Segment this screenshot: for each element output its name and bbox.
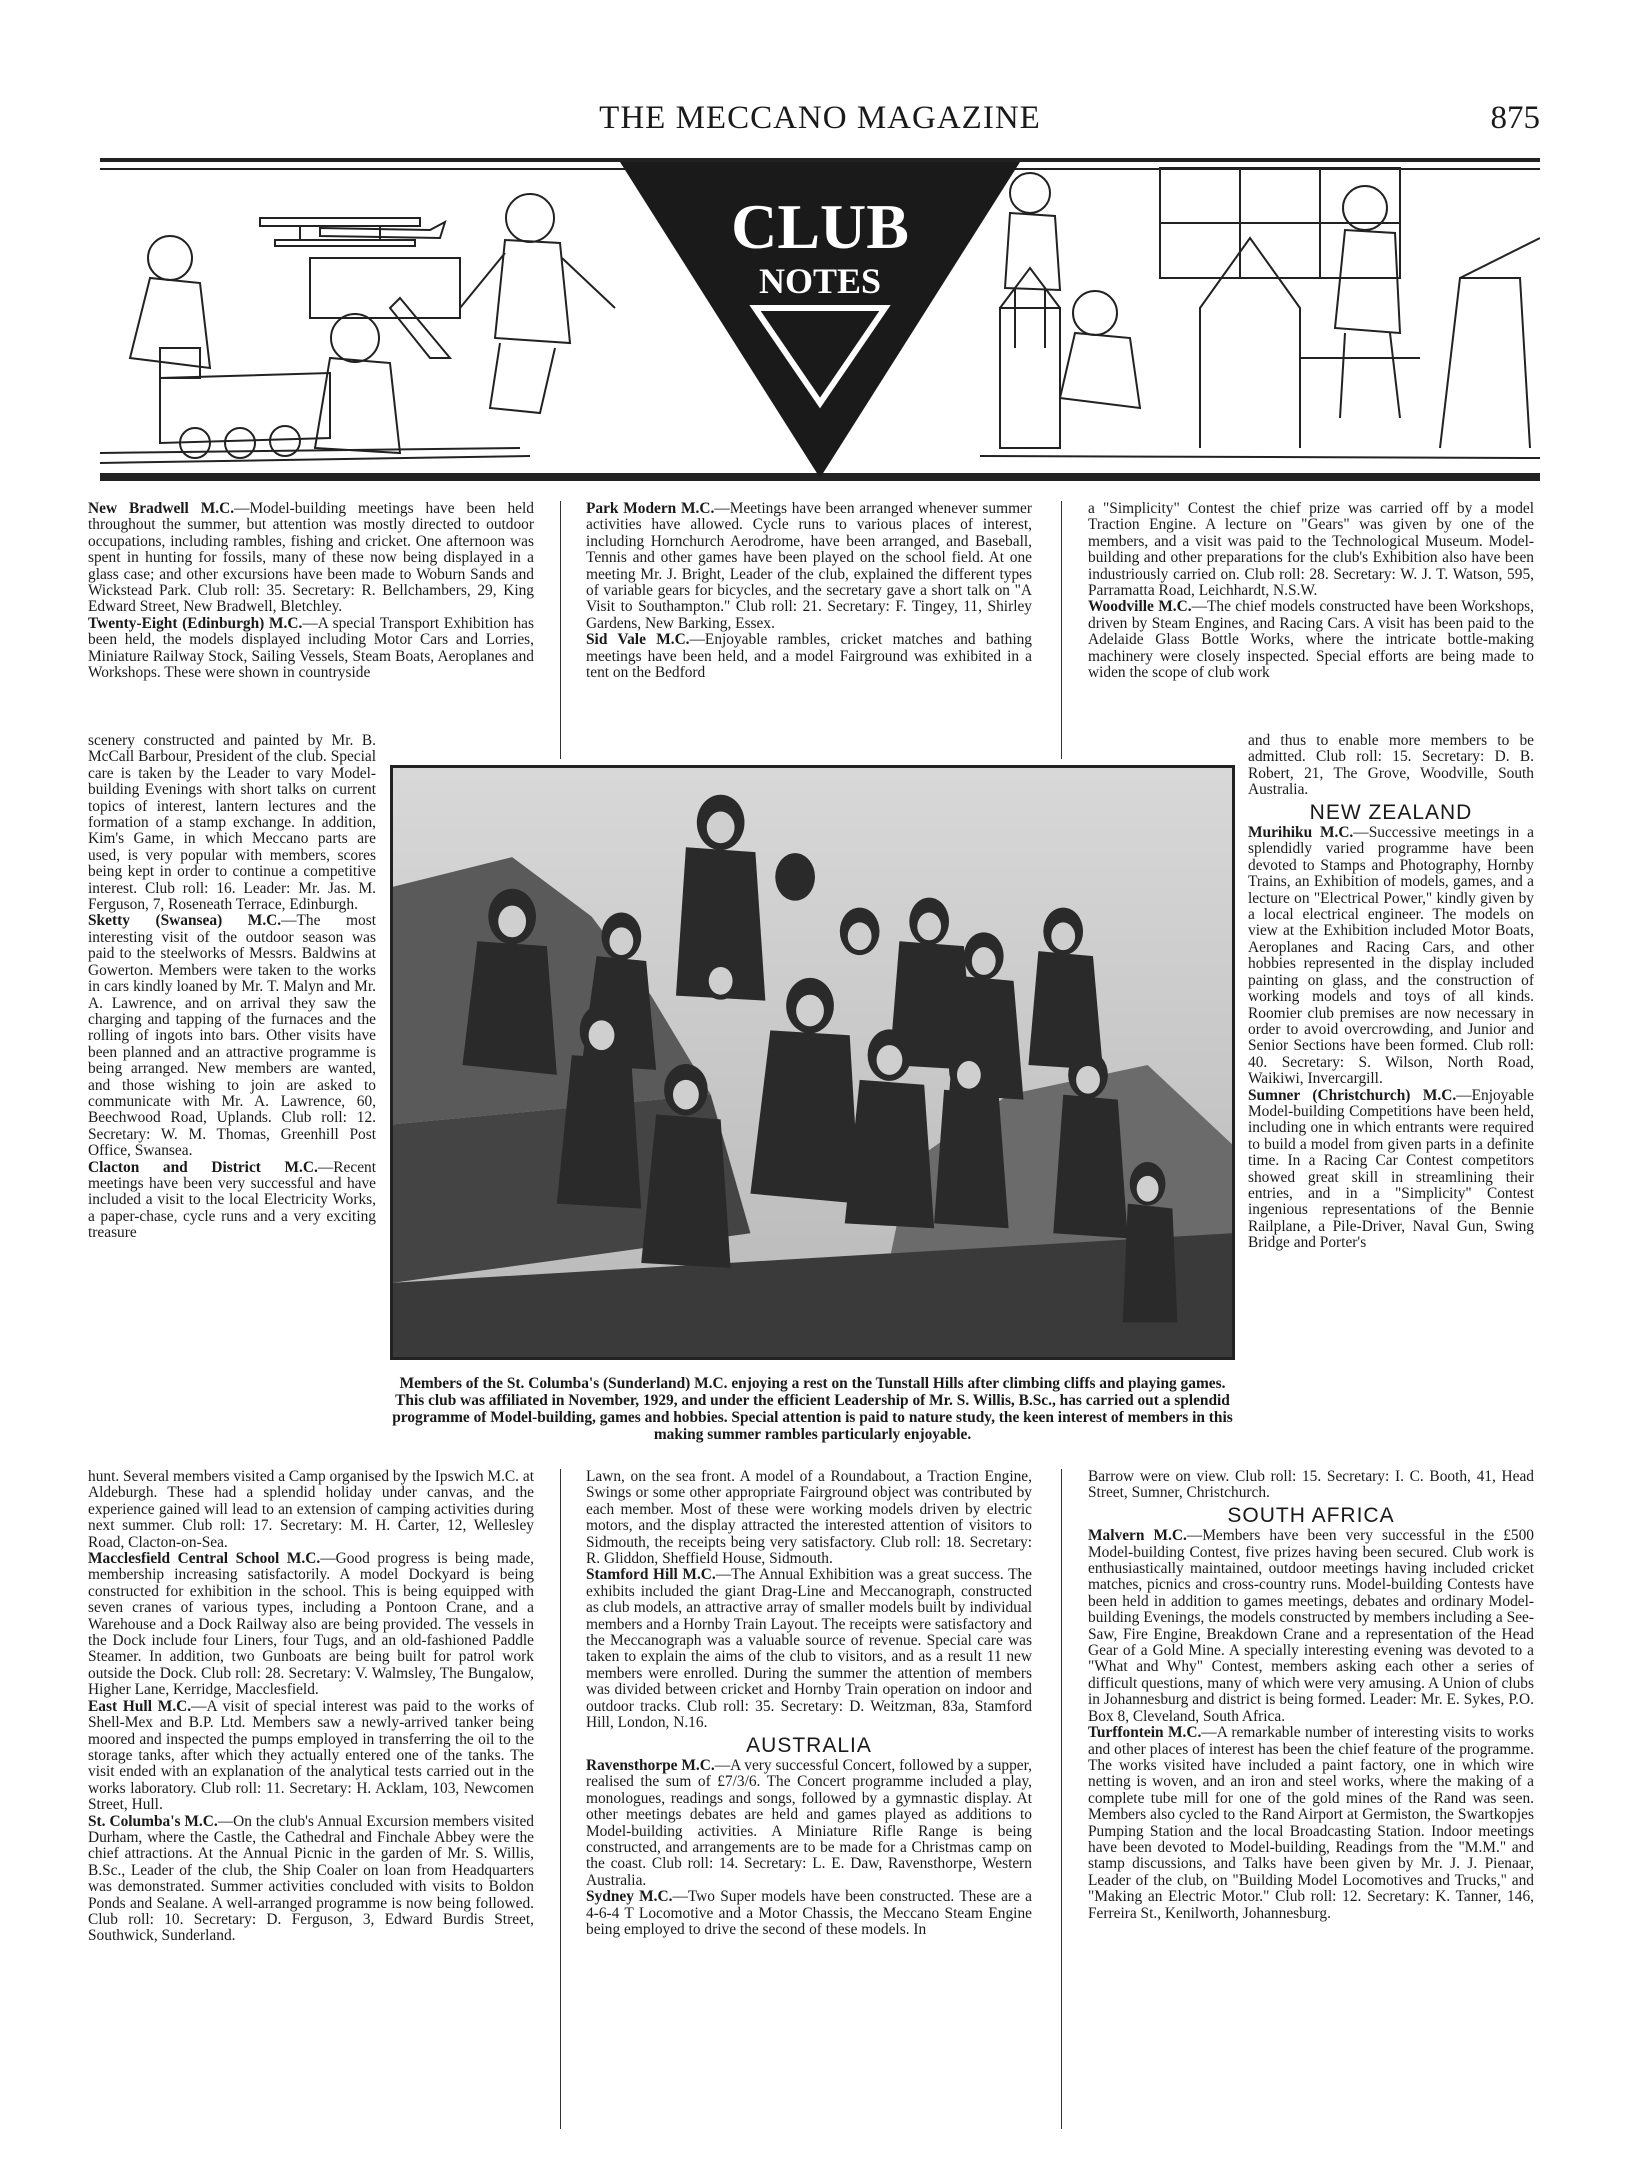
- page-number: 875: [1490, 100, 1540, 136]
- column-3-narrow: [1248, 733, 1534, 1252]
- club-note: [88, 616, 534, 682]
- club-name: Sydney M.C.: [586, 1888, 673, 1906]
- club-note: [586, 1469, 1032, 1567]
- photo-caption: Members of the St. Columba's (Sunderland) M.C. enjoying a rest on the Tunstall Hills after climbing cliffs and playing games. This club was affiliated in November, 1929, and under the efficient Leadership of Mr. S. Willis, B.Sc., has carried out a splendid programme of Model-building, games and hobbies. Special attention is paid to nature study, the keen interest of members in this making summer rambles particularly enjoyable.: [392, 1375, 1233, 1443]
- page-header: [100, 100, 1540, 142]
- club-text: a "Simplicity" Contest the chief prize was carried off by a model Traction Engine. A lecture on "Gears" was given by one of the members, and a visit was paid to the Technological Museum. Model-building and other preparations for the club's Exhibition also have been industriously carried on. Club roll: 28. Secretary: W. J. T. Watson, 595, Parramatta Road, Leichhardt, N.S.W.: [1088, 500, 1534, 600]
- banner-title-notes: NOTES: [758, 261, 882, 301]
- club-text: —A remarkable number of interesting visits to works and other places of interest has been the chief feature of the programme. The works visited have included a paint factory, one in which wire netting is woven, and an iron and steel works, where the making of a complete tube mill for one of the gold mines of the Rand was seen. Members also cycled to the Rand Airport at Germiston, the Swartkopjes Pumping Station and the local Broadcasting Station. Indoor meetings have been devoted to Model-building, Readings from the "M.M." and stamp discussions, and Talks have been given by Mr. J. J. Pienaar, Leader of the club, on "Building Model Locomotives and Trucks," and "Making an Electric Motor." Club roll: 12. Secretary: K. Tanner, 146, Ferreira St., Kenilworth, Johannesburg.: [1088, 1724, 1534, 1922]
- club-name: Macclesfield Central School M.C.: [88, 1550, 321, 1568]
- club-note: [88, 1699, 534, 1814]
- club-name: New Bradwell M.C.: [88, 500, 235, 517]
- club-note: [88, 501, 534, 616]
- column-rule: [560, 1469, 561, 2129]
- club-note: [88, 1469, 534, 1551]
- section-heading-south-africa: SOUTH AFRICA: [1227, 1503, 1395, 1527]
- column-2-top: [586, 501, 1032, 681]
- club-name: St. Columba's M.C.: [88, 1812, 218, 1830]
- club-notes-banner: [100, 158, 1540, 483]
- club-text: —On the club's Annual Excursion members visited Durham, where the Castle, the Cathedral and Finchale Abbey were the chief attractions. At the Annual Picnic in the garden of Mr. S. Willis, B.Sc., Leader of the club, the Ship Coaler on loan from Headquarters was demonstrated. Summer activities concluded with visits to Boldon Ponds and Sealane. A well-arranged programme is now being followed. Club roll: 10. Secretary: D. Ferguson, 3, Edward Burdis Street, Southwick, Sunderland.: [88, 1812, 534, 1945]
- club-text: —The most interesting visit of the outdoor season was paid to the steelworks of Messrs. Baldwins at Gowerton. Members were taken to the works in cars kindly loaned by Mr. T. Malyn and Mr. A. Lawrence, and on arrival they saw the charging and tapping of the furnaces and the rolling of ingots into bars. Other visits have been planned and an attractive programme is being arranged. New members are wanted, and those wishing to join are asked to communicate with Mr. A. Lawrence, 60, Beechwood Road, Uplands. Club roll: 12. Secretary: W. M. Thomas, Greenhill Post Office, Swansea.: [88, 912, 376, 1160]
- club-text: —Enjoyable Model-building Competitions have been held, including one in which entrants were required to build a model from given parts in a definite time. In a Racing Car Contest competitors showed great skill in streamlining their entries, and in a "Simplicity" Contest ingenious representations of the Bennie Railplane, a Pile-Driver, Naval Gun, Swing Bridge and Porter's: [1248, 1086, 1534, 1252]
- club-text: —A very successful Concert, followed by a supper, realised the sum of £7/3/6. The Concert programme included a play, monologues, readings and songs, followed by a gymnastic display. At other meetings debates are held and games played as additions to Model-building activities. A Miniature Rifle Range is being constructed, and arrangements are to be made for a Christmas camp on the coast. Club roll: 14. Secretary: L. E. Daw, Ravensthorpe, Western Australia.: [586, 1756, 1032, 1889]
- club-note: [1248, 1088, 1534, 1252]
- club-name: Clacton and District M.C.: [88, 1158, 318, 1176]
- club-note: [586, 1889, 1032, 1938]
- club-note: [1088, 1725, 1534, 1922]
- club-text: Barrow were on view. Club roll: 15. Secretary: I. C. Booth, 41, Head Street, Sumner, Christchurch.: [1088, 1468, 1534, 1502]
- club-note: [88, 733, 376, 913]
- club-name: Sketty (Swansea) M.C.: [88, 912, 282, 930]
- banner-illustration: [100, 158, 1540, 483]
- banner-title-club: CLUB: [731, 191, 909, 262]
- club-name: Twenty-Eight (Edinburgh) M.C.: [88, 614, 303, 632]
- club-name: Ravensthorpe M.C.: [586, 1756, 715, 1774]
- club-note: [1088, 1528, 1534, 1725]
- club-name: Stamford Hill M.C.: [586, 1566, 716, 1584]
- column-rule: [1061, 1469, 1062, 2129]
- club-name: Sid Vale M.C.: [586, 631, 690, 649]
- club-name: Woodville M.C.: [1088, 598, 1192, 616]
- club-name: Sumner (Christchurch) M.C.: [1248, 1086, 1457, 1104]
- club-note: [1088, 599, 1534, 681]
- club-text: Lawn, on the sea front. A model of a Roundabout, a Traction Engine, Swings or some other appropriate Fairground object was contributed by each member. Most of these were working models driven by electric motors, and the display attracted the interested attention of visitors to Sidmouth, the receipts being very satisfactory. Club roll: 18. Secretary: R. Gliddon, Sheffield House, Sidmouth.: [586, 1468, 1032, 1568]
- club-text: —Members have been very successful in the £500 Model-building Contest, five prizes having been secured. Club work is enthusiastically maintained, outdoor meetings having included cricket matches, picnics and cross-country runs. Model-building Contests have been held in addition to games meetings, debates and ordinary Model-building Evenings, the models constructed by members including a See-Saw, Fire Engine, Breakdown Crane and a representation of the Head Gear of a Gold Mine. A specially interesting evening was devoted to a "What and Why" Contest, members asking each other a series of difficult questions, many of which were very amusing. A Union of clubs in Johannesburg and district is being formed. Leader: Mr. E. Sykes, P.O. Box 8, Cleveland, South Africa.: [1088, 1527, 1534, 1725]
- club-text: —Enjoyable rambles, cricket matches and bathing meetings have been held, and a model Fairground was exhibited in a tent on the Bedford: [586, 631, 1032, 682]
- club-text: —Recent meetings have been very successful and have included a visit to the local Electricity Works, a paper-chase, cycle runs and a very exciting treasure: [88, 1158, 376, 1242]
- club-note: [88, 1814, 534, 1945]
- club-note: [1248, 733, 1534, 799]
- club-note: [88, 913, 376, 1159]
- club-name: Park Modern M.C.: [586, 500, 715, 517]
- club-text: —The chief models constructed have been Workshops, driven by Steam Engines, and Racing Cars. A visit has been paid to the Adelaide Glass Bottle Works, where the intricate bottle-making machinery were closely inspected. Special efforts are being made to widen the scope of club work: [1088, 598, 1534, 682]
- club-text: —Meetings have been arranged whenever summer activities have allowed. Cycle runs to various places of interest, including Hornchurch Aerodrome, have been arranged, and Baseball, Tennis and other games have been played on the school field. At one meeting Mr. J. Bright, Leader of the club, explained the different types of variable gears for bicycles, and the secretary gave a short talk on "A Visit to Southampton." Club roll: 21. Secretary: F. Tingey, 11, Shirley Gardens, New Barking, Essex.: [586, 500, 1033, 632]
- club-photo: [390, 765, 1235, 1360]
- group-photo-illustration: [393, 768, 1232, 1357]
- column-1-top: [88, 501, 534, 681]
- club-text: and thus to enable more members to be admitted. Club roll: 15. Secretary: D. B. Robert, 21, The Grove, Woodville, South Australia.: [1248, 732, 1534, 799]
- club-note: [586, 1567, 1032, 1731]
- club-text: —Successive meetings in a splendidly varied programme have been devoted to Stamps and Photography, Hornby Trains, an Exhibition of models, games, and a lecture on "Electrical Power," kindly given by a local electrical engineer. The models on view at the Exhibition included Motor Boats, Aeroplanes and Racing Cars, and other hobbies represented in the display included painting on glass, and the construction of working models and toys of all kinds. Roomier club premises are now necessary in order to avoid overcrowding, and Junior and Senior Sections have been formed. Club roll: 40. Secretary: S. Wilson, North Road, Waikiwi, Invercargill.: [1248, 824, 1534, 1088]
- club-note: [1088, 501, 1534, 599]
- club-text: —The Annual Exhibition was a great success. The exhibits included the giant Drag-Line and Meccanograph, constructed as club models, an attractive array of smaller models built by individual members and a Hornby Train Layout. The receipts were satisfactory and the Meccanograph was a valuable source of revenue. Special care was taken to explain the aims of the club to visitors, and as a result 11 new members were enrolled. During the summer the attention of members was divided between cricket and Hornby Train operation on indoor and outdoor tracks. Club roll: 35. Secretary: D. Weitzman, 83a, Stamford Hill, London, N.16.: [586, 1566, 1032, 1732]
- club-note: [1088, 1469, 1534, 1502]
- column-rule: [1061, 501, 1062, 759]
- club-name: East Hull M.C.: [88, 1697, 192, 1715]
- club-text: —Good progress is being made, membership increasing satisfactorily. A model Dockyard is being constructed for exhibition in the school. This is being equipped with seven cranes of various types, including a Pontoon Crane, and a Warehouse and a Dock Railway also are being provided. The vessels in the Dock include four Liners, four Tugs, and an old-fashioned Paddle Steamer. In addition, two Gunboats are being built for patrol work outside the Dock. Club roll: 28. Secretary: V. Walmsley, The Bungalow, Higher Lane, Kerridge, Macclesfield.: [88, 1550, 534, 1699]
- magazine-title: THE MECCANO MAGAZINE: [599, 100, 1041, 136]
- column-2-bottom: [586, 1469, 1032, 1938]
- club-name: Murihiku M.C.: [1248, 824, 1354, 842]
- column-1-bottom: [88, 1469, 534, 1945]
- club-text: —Two Super models have been constructed. These are a 4-6-4 T Locomotive and a Motor Chassis, the Meccano Steam Engine being employed to drive the second of these models. In: [586, 1888, 1032, 1938]
- club-note: [586, 1758, 1032, 1889]
- column-3-bottom: [1088, 1469, 1534, 1922]
- column-1-narrow: [88, 733, 376, 1242]
- club-text: —Model-building meetings have been held throughout the summer, but attention was mostly directed to outdoor occupations, including rambles, fishing and cricket. One afternoon was spent in hunting for fossils, many of these now being displayed in a glass case; and other excursions have been made to Woburn Sands and Wickstead Park. Club roll: 35. Secretary: R. Bellchambers, 29, King Edward Street, New Bradwell, Bletchley.: [88, 500, 534, 616]
- section-heading-australia: AUSTRALIA: [746, 1733, 872, 1757]
- column-rule: [560, 501, 561, 759]
- club-text: scenery constructed and painted by Mr. B. McCall Barbour, President of the club. Special care is taken by the Leader to vary Model-building Evenings with short talks on current topics of interest, lantern lectures and the formation of a stamp exchange. In addition, Kim's Game, in which Meccano parts are used, is very popular with members, scores being kept in order to continue a competitive interest. Club roll: 16. Leader: Mr. Jas. M. Ferguson, 7, Roseneath Terrace, Edinburgh.: [88, 732, 376, 914]
- column-3-top: [1088, 501, 1534, 681]
- club-text: hunt. Several members visited a Camp organised by the Ipswich M.C. at Aldeburgh. These had a splendid holiday under canvas, and the experience gained will lead to an extension of camping activities during next summer. Club roll: 17. Secretary: M. H. Carter, 12, Wellesley Road, Clacton-on-Sea.: [88, 1468, 534, 1551]
- club-name: Turffontein M.C.: [1088, 1724, 1202, 1742]
- club-note: [1248, 825, 1534, 1088]
- club-note: [88, 1160, 376, 1242]
- club-note: [88, 1551, 534, 1699]
- section-heading-new-zealand: NEW ZEALAND: [1309, 800, 1473, 824]
- club-text: —A visit of special interest was paid to the works of Shell-Mex and B.P. Ltd. Members saw a newly-arrived tanker being moored and inspected the pumps employed in transferring the oil to the storage tanks, after which they actually entered one of the tanks. The visit ended with an explanation of the analytical tests carried out in the works laboratory. Club roll: 11. Secretary: H. Acklam, 103, Newcomen Street, Hull.: [88, 1697, 534, 1814]
- club-name: Malvern M.C.: [1088, 1527, 1187, 1545]
- club-note: [586, 501, 1032, 632]
- club-text: —A special Transport Exhibition has been held, the models displayed including Motor Cars and Lorries, Miniature Railway Stock, Sailing Vessels, Steam Boats, Aeroplanes and Workshops. These were shown in countryside: [88, 614, 534, 682]
- club-note: [586, 632, 1032, 681]
